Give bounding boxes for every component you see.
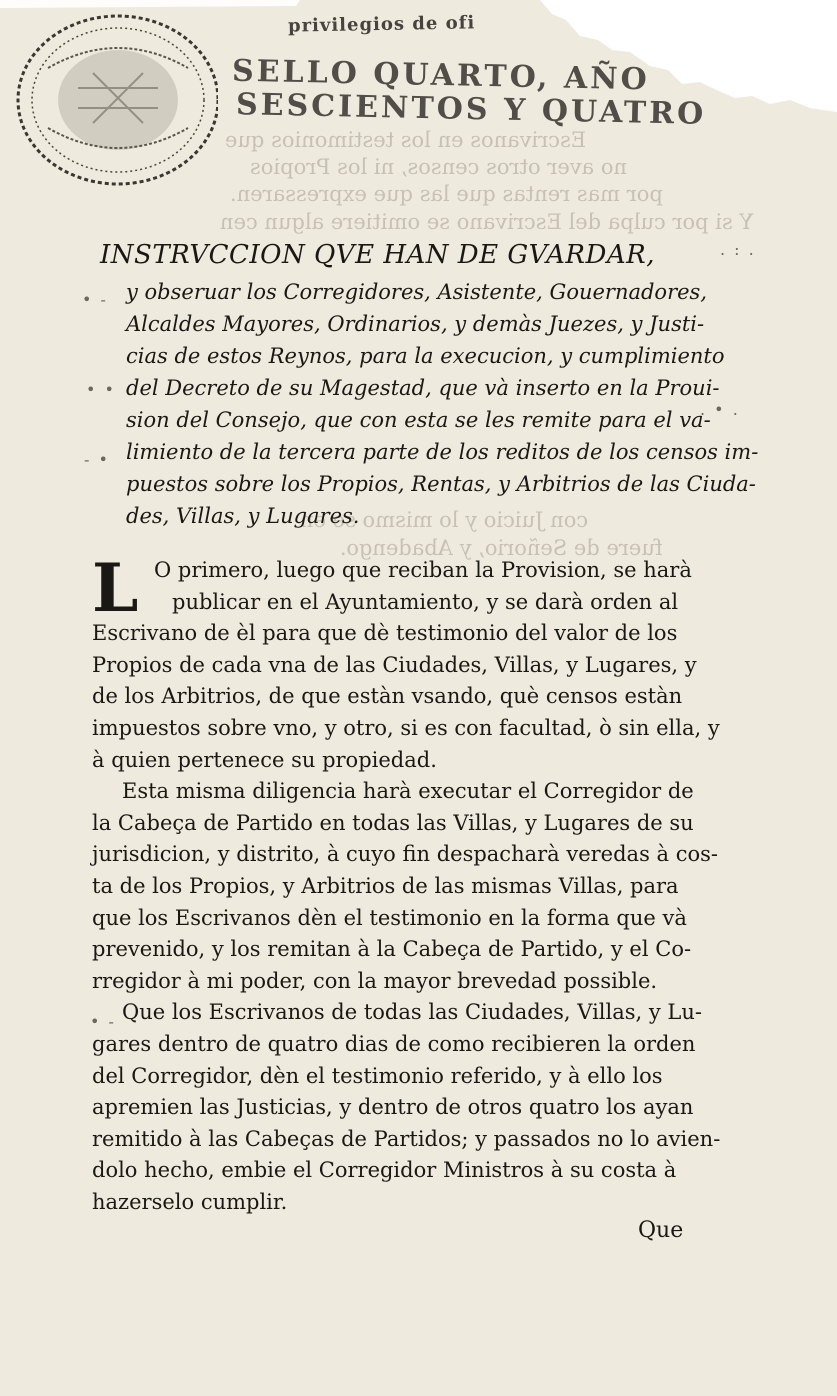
paragraph-line: prevenido, y los remitan à la Cabeça de Partido, y el Co- xyxy=(92,937,692,962)
margin-mark: . • . xyxy=(700,400,740,419)
title-line: Alcaldes Mayores, Ordinarios, y demàs Juezes, y Justi- xyxy=(126,312,705,336)
title-line: y obseruar los Corregidores, Asistente, Gouernadores, xyxy=(126,280,707,304)
title-line: des, Villas, y Lugares. xyxy=(126,504,360,528)
drop-cap: L xyxy=(92,549,139,627)
paragraph-line: Que los Escrivanos de todas las Ciudades, Villas, y Lu- xyxy=(122,1000,702,1025)
paragraph-line: que los Escrivanos dèn el testimonio en la forma que và xyxy=(92,905,687,930)
paragraph-line: Escrivano de èl para que dè testimonio del valor de los xyxy=(92,621,678,646)
seal-stamp xyxy=(8,8,218,188)
paragraph-line: jurisdicion, y distrito, à cuyo fin despacharà veredas à cos- xyxy=(92,842,718,867)
title-line: puestos sobre los Propios, Rentas, y Arbitrios de las Ciuda- xyxy=(126,472,756,496)
catchword: Que xyxy=(638,1218,684,1243)
margin-mark: • • xyxy=(86,380,116,399)
margin-mark: - • xyxy=(84,450,110,469)
body-text xyxy=(92,549,721,1218)
paragraph-line: gares dentro de quatro dias de como recibieren la orden xyxy=(92,1031,696,1056)
bleed-through-text: Escrivanos en los testimonios que xyxy=(225,128,587,152)
paragraph-line: publicar en el Ayuntamiento, y se darà orden al xyxy=(172,589,679,614)
title-line: sion del Consejo, que con esta se les remite para el va- xyxy=(126,408,711,432)
paragraph-line: del Corregidor, dèn el testimonio referido, y à ello los xyxy=(92,1063,663,1088)
bleed-through-text: Y si por culpa del Escrivano se omitiere algun cen xyxy=(220,210,754,234)
paragraph-line: rregidor à mi poder, con la mayor brevedad possible. xyxy=(92,968,658,993)
paragraph-line: dolo hecho, embie el Corregidor Ministros à su costa à xyxy=(92,1158,677,1183)
paragraph-line: Propios de cada vna de las Ciudades, Villas, y Lugares, y xyxy=(92,652,697,677)
paragraph-line: à quien pertenece su propiedad. xyxy=(92,747,437,772)
stamp-line: SESCIENTOS Y QUATRO xyxy=(235,87,707,132)
paragraph-line: impuestos sobre vno, y otro, si es con facultad, ò sin ella, y xyxy=(92,715,720,740)
margin-mark: . : . xyxy=(720,240,756,259)
document-title: INSTRVCCION QVE HAN DE GVARDAR, xyxy=(100,240,655,270)
paragraph-line: la Cabeça de Partido en todas las Villas, y Lugares de su xyxy=(92,810,694,835)
bleed-through-text: con Juicio y lo mismo se en xyxy=(300,508,589,532)
title-block xyxy=(96,240,759,532)
stamp-line: SELLO QUARTO, AÑO xyxy=(231,53,651,98)
bleed-through-text: fuere de Señorio, y Abadengo. xyxy=(340,536,663,560)
paragraph-line: hazerselo cumplir. xyxy=(92,1189,288,1214)
paragraph-line: remitido à las Cabeças de Partidos; y passados no lo avien- xyxy=(92,1126,721,1151)
margin-mark: • - xyxy=(90,1012,116,1031)
margin-mark: • - xyxy=(82,290,108,309)
paragraph-line: ta de los Propios, y Arbitrios de las mismas Villas, para xyxy=(92,873,679,898)
title-line: limiento de la tercera parte de los reditos de los censos im- xyxy=(126,440,759,464)
paragraph-line: O primero, luego que reciban la Provision, se harà xyxy=(154,558,692,582)
paragraph-line: de los Arbitrios, de que estàn vsando, què censos estàn xyxy=(92,684,683,709)
paragraph-line: apremien las Justicias, y dentro de otros quatro los ayan xyxy=(92,1095,694,1120)
title-line: cias de estos Reynos, para la execucion, y cumplimiento xyxy=(126,344,725,368)
stamp-header: privilegios de ofi xyxy=(287,12,476,37)
title-line: del Decreto de su Magestad, que và inserto en la Proui- xyxy=(126,376,720,400)
bleed-through-text: por mas rentas que las que expressaren. xyxy=(230,182,663,206)
bleed-through-text: no aver otros censos, ni los Propios xyxy=(250,155,627,179)
paragraph-line: Esta misma diligencia harà executar el Corregidor de xyxy=(122,779,694,804)
